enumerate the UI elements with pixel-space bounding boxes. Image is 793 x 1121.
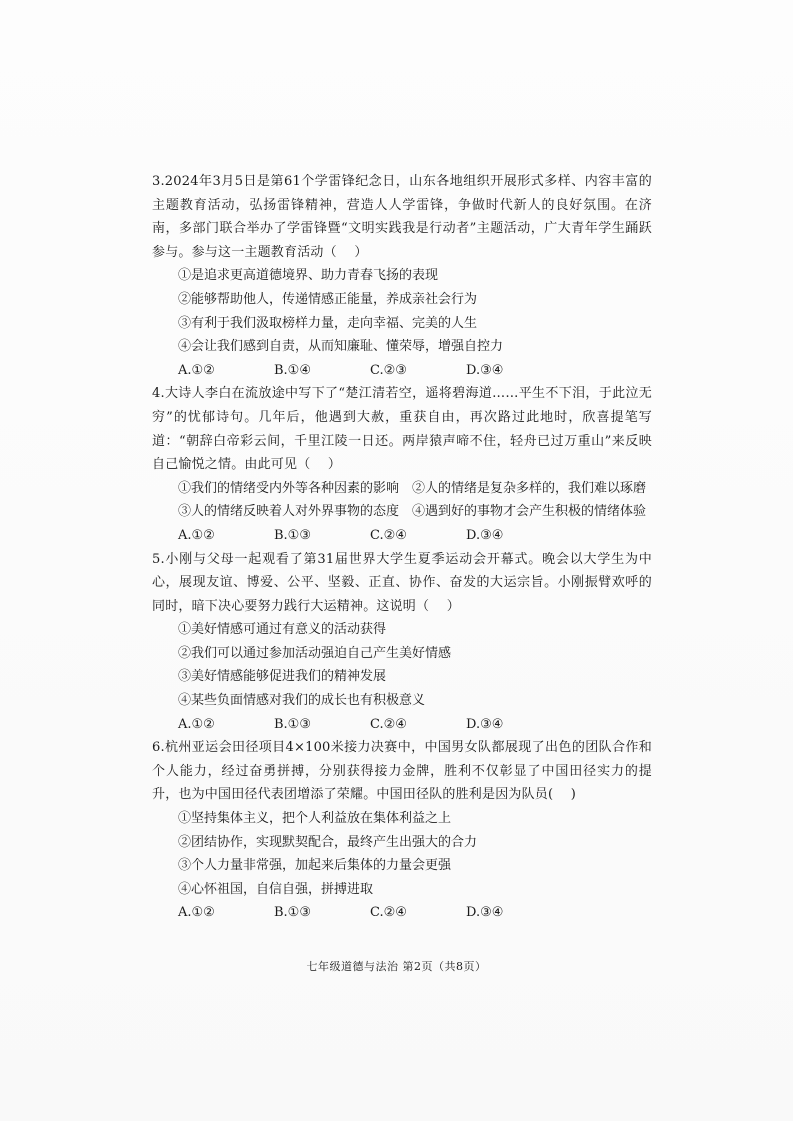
choice-b: B.①③ [274,905,311,921]
choice-a: A.①② [178,716,215,732]
answer-choices [152,901,652,925]
option-item: ③人的情绪反映着人对外界事物的态度 ④遇到好的事物才会产生积极的情绪体验 [178,504,647,520]
question-3 [152,170,652,382]
question-5 [152,548,652,737]
choice-a: A.①② [178,905,215,921]
option-item: ④会让我们感到自责，从而知廉耻、懂荣辱，增强自控力 [178,339,504,355]
question-6 [152,736,652,925]
answer-choices [152,524,652,548]
option-item: ②我们可以通过参加活动强迫自己产生美好情感 [178,645,452,661]
choice-c: C.②④ [370,905,407,921]
question-stem: 5.小刚与父母一起观看了第31届世界大学生夏季运动会开幕式。晚会以大学生为中心，展现友谊、博爱、公平、坚毅、正直、协作、奋发的大运宗旨。小刚振臂欢呼的同时，暗下决心要努力践行大运精神。这说明（ ） [152,551,652,614]
choice-c: C.②③ [370,362,407,378]
option-item: ③美好情感能够促进我们的精神发展 [178,669,387,685]
choice-c: C.②④ [370,527,407,543]
page-footer: 七年级道德与法治 第2页（共8页） [306,960,487,973]
choice-b: B.①③ [274,716,311,732]
option-item: ①我们的情绪受内外等各种因素的影响 ②人的情绪是复杂多样的，我们难以琢磨 [178,480,647,496]
option-item: ②能够帮助他人，传递情感正能量，养成亲社会行为 [178,291,478,307]
choice-b: B.①④ [274,362,311,378]
option-item: ①美好情感可通过有意义的活动获得 [178,622,387,638]
question-4 [152,382,652,547]
question-stem: 6.杭州亚运会田径项目4×100米接力决赛中，中国男女队都展现了出色的团队合作和个人能力，经过奋勇拼搏，分别获得接力金牌，胜利不仅彰显了中国田径实力的提升，也为中国田径代表团增添了荣耀。中国田径队的胜利是因为队员( ) [152,740,652,803]
choice-d: D.③④ [466,527,504,543]
choice-b: B.①③ [274,527,311,543]
choice-a: A.①② [178,362,215,378]
option-item: ④某些负面情感对我们的成长也有积极意义 [178,693,426,709]
question-list [152,170,652,925]
option-item: ④心怀祖国，自信自强，拼搏进取 [178,881,374,897]
question-stem: 4.大诗人李白在流放途中写下了“楚江清若空，遥将碧海道……平生不下泪，于此泣无穷”的忧郁诗句。几年后，他遇到大赦，重获自由，再次路过此地时，欣喜提笔写道：“朝辞白帝彩云间，千里江陵一日还。两岸猿声啼不住，轻舟已过万重山”来反映自己愉悦之情。由此可见（ ） [152,386,652,473]
option-item: ③个人力量非常强，加起来后集体的力量会更强 [178,858,452,874]
choice-d: D.③④ [466,905,504,921]
option-item: ①是追求更高道德境界、助力青春飞扬的表现 [178,268,439,284]
option-item: ①坚持集体主义，把个人利益放在集体利益之上 [178,811,452,827]
option-item: ③有利于我们汲取榜样力量，走向幸福、完美的人生 [178,315,478,331]
answer-choices [152,359,652,383]
choice-a: A.①② [178,527,215,543]
answer-choices [152,713,652,737]
question-stem: 3.2024年3月5日是第61个学雷锋纪念日，山东各地组织开展形式多样、内容丰富的主题教育活动，弘扬雷锋精神，营造人人学雷锋，争做时代新人的良好氛围。在济南，多部门联合举办了学雷锋暨“文明实践我是行动者”主题活动，广大青年学生踊跃参与。参与这一主题教育活动（ ） [152,174,652,260]
option-item: ②团结协作，实现默契配合，最终产生出强大的合力 [178,834,478,850]
choice-d: D.③④ [466,716,504,732]
choice-d: D.③④ [466,362,504,378]
choice-c: C.②④ [370,716,407,732]
